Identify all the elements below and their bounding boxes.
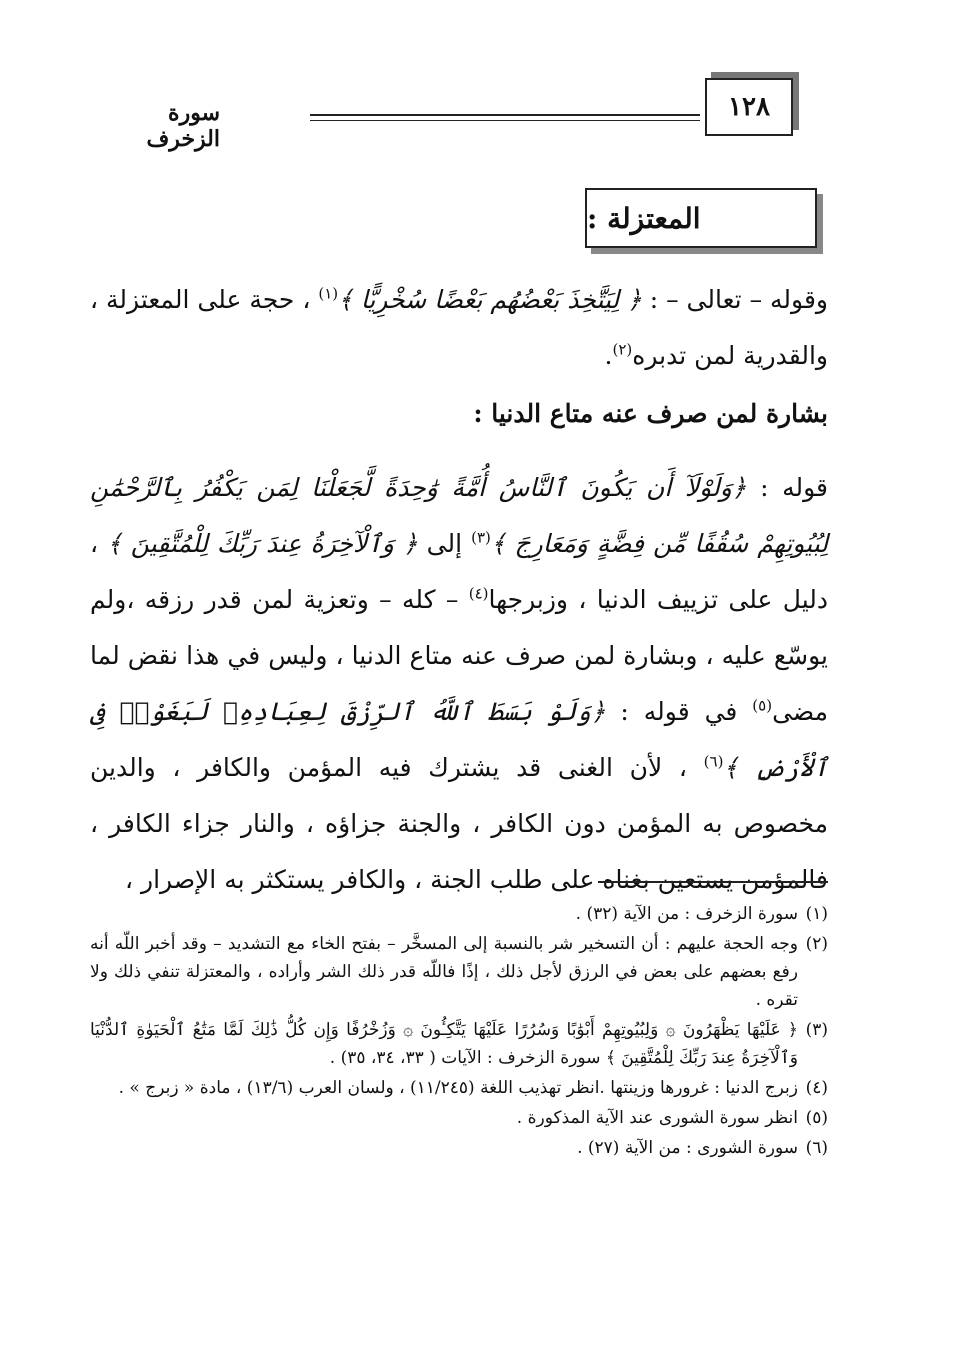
quran-quote-3: ﴿ وَٱلْآخِرَةُ عِندَ رَبِّكَ لِلْمُتَّقِينَ ﴾: [107, 529, 418, 558]
footnotes: [90, 900, 828, 1164]
footnote-number: (٣): [805, 1020, 828, 1040]
paragraph-2-to: إلى: [417, 529, 472, 558]
paragraph-1-end: .: [604, 341, 613, 370]
paragraph-2-text-2: – كله – وتعزية لمن قدر رزقه ،ولم يوسّع عليه ، وبشارة لمن صرف عنه متاع الدنيا ، وليس في هذا نقض لما مضى: [90, 585, 828, 726]
footnote-ref-3: (٣): [471, 528, 491, 547]
quran-quote-2: ﴿وَلَوْلَآ أَن يَكُونَ ٱلنَّاسُ أُمَّةً وَٰحِدَةً لَّجَعَلْنَا لِمَن يَكْفُرُ بِٱلرَّحْمَٰنِ لِبُيُوتِهِمْ سُقُفًا مِّن فِضَّةٍ وَمَعَارِجَ ﴾: [90, 473, 829, 558]
paragraph-2-text-4: ، لأن الغنى قد يشترك فيه المؤمن والكافر ، والدين مخصوص به المؤمن دون الكافر ، والجنة جزاؤه ، والنار جزاء الكافر ، فالمؤمن يستعين بغناه على طلب الجنة ، والكافر يستكثر به الإصرار ،: [90, 753, 828, 894]
footnote: [90, 930, 828, 1014]
quran-quote-1: ﴿ لِيَتَّخِذَ بَعْضُهُم بَعْضًا سُخْرِيًّا ﴾: [338, 285, 642, 314]
footnote: [90, 1074, 828, 1102]
footnote-text: ﴿ عَلَيْهَا يَظْهَرُونَ ۞ وَلِبُيُوتِهِمْ أَبْوَٰبًا وَسُرُرًا عَلَيْهَا يَتَّكِـُٔونَ ۞ وَزُخْرُفًا وَإِن كُلُّ ذَٰلِكَ لَمَّا مَتَٰعُ ٱلْحَيَوٰةِ ٱلدُّنْيَا وَٱلْآخِرَةُ عِندَ رَبِّكَ لِلْمُتَّقِينَ ﴾ سورة الزخرف : الآيات ( ٣٣، ٣٤، ٣٥) .: [90, 1020, 798, 1068]
footnote: [90, 1016, 828, 1072]
footnote-text: وجه الحجة عليهم : أن التسخير شر بالنسبة إلى المسخَّر – بفتح الخاء مع التشديد – وقد أخبر اللّه أنه رفع بعضهم على بعض في الرزق لأجل ذلك ، إذًا فاللّه قدر ذلك الشر وأراده ، والمعتزلة تنفي ذلك ولا تقره .: [90, 934, 798, 1010]
footnote-number: (٢): [805, 934, 828, 954]
footnote-ref-6: (٦): [703, 752, 724, 771]
subheading: بشارة لمن صرف عنه متاع الدنيا :: [473, 399, 828, 428]
page-number: ١٢٨: [705, 78, 793, 136]
footnote: [90, 900, 828, 928]
footnote-text: انظر سورة الشورى عند الآية المذكورة .: [516, 1108, 798, 1128]
page-header: [90, 78, 830, 152]
paragraph-1-lead: وقوله – تعالى – :: [641, 285, 828, 314]
footnote-number: (٤): [805, 1078, 828, 1098]
paragraph-2-text-3: في قوله :: [605, 697, 753, 726]
footnote-ref-1: (١): [318, 284, 339, 303]
footnote: [90, 1134, 828, 1162]
paragraph-2-lead: قوله :: [746, 473, 828, 502]
paragraph-1: [90, 272, 828, 384]
section-heading: المعتزلة :: [585, 188, 817, 248]
quran-quote-4: ﴿وَلَوْ بَسَطَ ٱللَّهُ ٱلرِّزْقَ لِعِبَادِهِۦ لَبَغَوْا۟ فِى ٱلْأَرْضِ ﴾: [90, 697, 828, 782]
paragraph-2-text-1: ، دليل على تزييف الدنيا ، وزبرجها: [90, 529, 828, 614]
footnote-ref-4: (٤): [468, 584, 489, 603]
footnote: [90, 1104, 828, 1132]
footnote-text: سورة الزخرف : من الآية (٣٢) .: [575, 904, 798, 924]
footnote-number: (٦): [805, 1138, 828, 1158]
footnote-text: زبرج الدنيا : غرورها وزينتها .انظر تهذيب اللغة (١١/٢٤٥) ، ولسان العرب (١٣/٦) ، مادة « زبرج » .: [118, 1078, 798, 1098]
header-rule: [310, 114, 700, 116]
footnote-ref-2: (٢): [612, 340, 633, 359]
paragraph-1-mid: ، حجة على المعتزلة ، والقدرية لمن تدبره: [90, 285, 828, 370]
footnote-ref-5: (٥): [752, 696, 773, 715]
footnote-separator: [598, 881, 828, 883]
header-rule-thin: [310, 120, 700, 121]
footnote-text: سورة الشورى : من الآية (٢٧) .: [577, 1138, 798, 1158]
footnote-number: (٥): [805, 1108, 828, 1128]
surah-title: سورة الزخرف: [146, 100, 220, 152]
footnote-number: (١): [805, 904, 828, 924]
paragraph-2: [90, 460, 828, 908]
